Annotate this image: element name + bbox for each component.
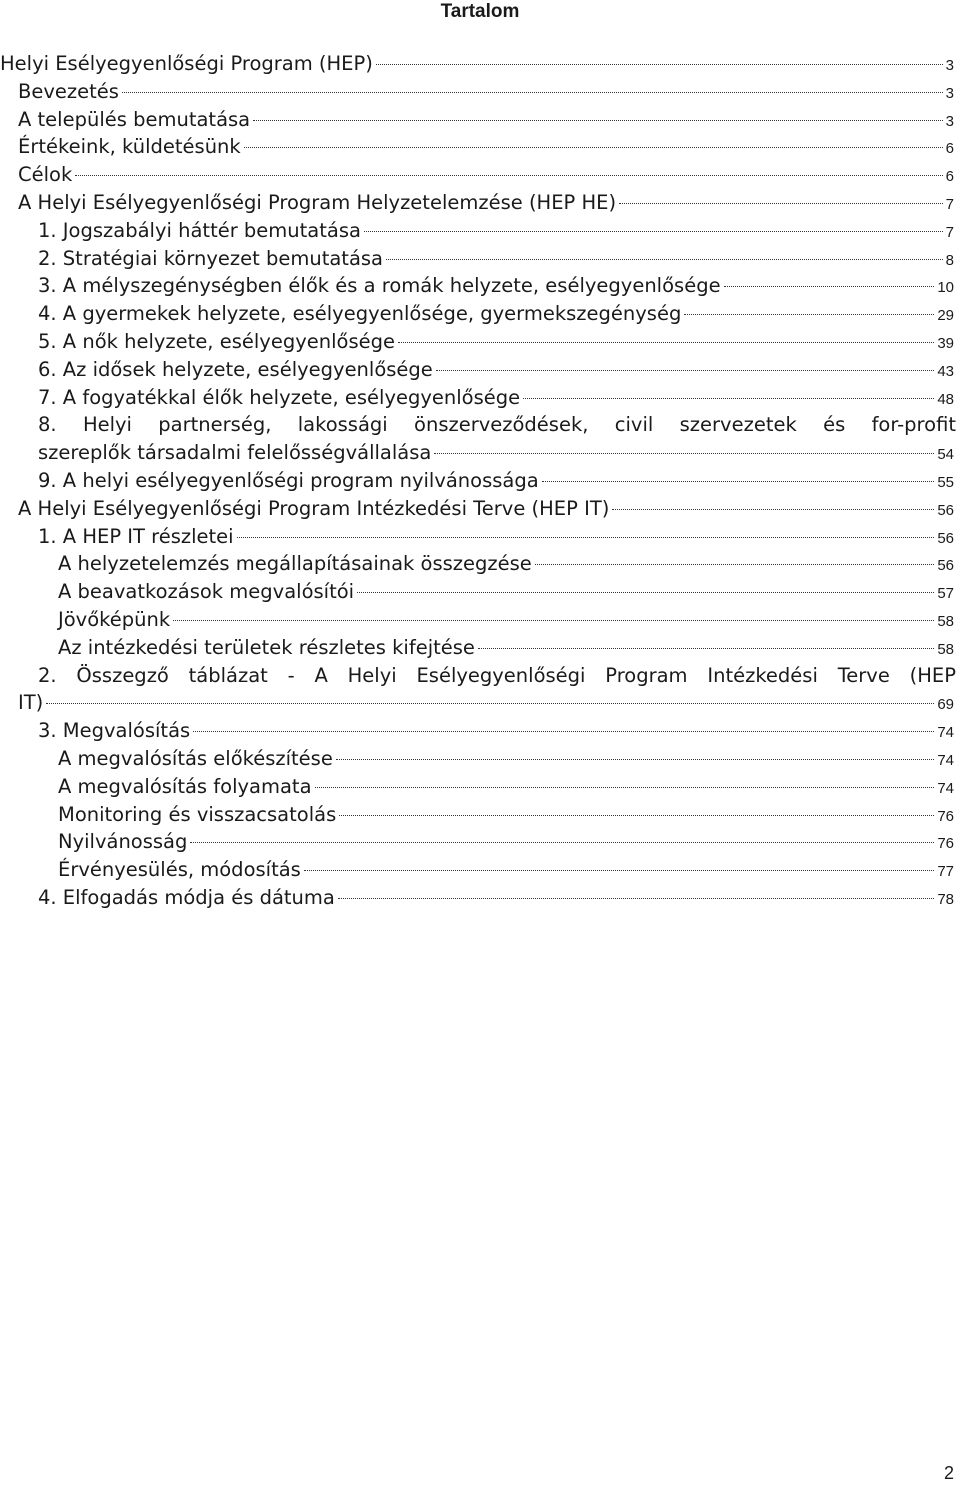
- toc-entry-page: 10: [937, 279, 954, 297]
- toc-entry-label: 8. Helyi partnerség, lakossági önszerveződések, civil szervezetek és for-profit: [38, 413, 956, 437]
- dot-leader: [237, 537, 935, 538]
- dot-leader: [436, 370, 935, 371]
- toc-entry[interactable]: [0, 106, 960, 134]
- toc-entry[interactable]: [0, 78, 960, 106]
- dot-leader: [338, 898, 934, 899]
- toc-entry[interactable]: [0, 245, 960, 273]
- toc-entry-label: A megvalósítás előkészítése: [58, 746, 333, 770]
- dot-leader: [122, 92, 943, 93]
- toc-entry-label: A megvalósítás folyamata: [58, 774, 312, 798]
- toc-entry-label: 1. Jogszabályi háttér bemutatása: [38, 218, 361, 242]
- dot-leader: [364, 231, 943, 232]
- toc-entry-label: Az intézkedési területek részletes kifejtése: [58, 635, 475, 659]
- toc-entry[interactable]: [0, 133, 960, 161]
- dot-leader: [523, 398, 934, 399]
- toc-entry-label: Bevezetés: [18, 79, 119, 103]
- toc-entry[interactable]: [0, 495, 960, 523]
- toc-entry[interactable]: [0, 189, 960, 217]
- toc-entry-page: 54: [937, 446, 954, 464]
- toc-entry[interactable]: [0, 161, 960, 189]
- toc-entry-page: 55: [937, 473, 954, 491]
- toc-entry-page: 7: [945, 223, 954, 241]
- dot-leader: [434, 453, 934, 454]
- toc-entry-page: 56: [937, 529, 954, 547]
- toc-entry-label: Nyilvánosság: [58, 830, 188, 854]
- toc-entry-page: 56: [937, 501, 954, 519]
- dot-leader: [684, 314, 934, 315]
- toc-entry-label: 4. A gyermekek helyzete, esélyegyenlősége, gyermekszegénység: [38, 302, 682, 326]
- toc-entry-label: 2. Összegző táblázat - A Helyi Esélyegyenlőségi Program Intézkedési Terve (HEP: [38, 663, 956, 687]
- toc-entry-page: 76: [937, 807, 954, 825]
- toc-entry-wrapped-line[interactable]: [0, 411, 960, 439]
- toc-entry-label: Monitoring és visszacsatolás: [58, 802, 337, 826]
- table-of-contents: [0, 50, 960, 912]
- dot-leader: [357, 592, 934, 593]
- toc-entry[interactable]: [0, 578, 960, 606]
- toc-entry-label: A település bemutatása: [18, 107, 251, 131]
- toc-entry-page: 69: [937, 696, 954, 714]
- dot-leader: [478, 648, 934, 649]
- toc-entry-wrapped-line[interactable]: [0, 662, 960, 690]
- toc-entry-label: 9. A helyi esélyegyenlőségi program nyilvánossága: [38, 468, 539, 492]
- toc-entry-label: A Helyi Esélyegyenlőségi Program Intézkedési Terve (HEP IT): [18, 496, 610, 520]
- toc-entry-label: 2. Stratégiai környezet bemutatása: [38, 246, 384, 270]
- toc-entry[interactable]: [0, 272, 960, 300]
- toc-entry-page: 74: [937, 779, 954, 797]
- toc-entry-page: 43: [937, 362, 954, 380]
- toc-entry[interactable]: [0, 828, 960, 856]
- toc-entry-page: 7: [945, 195, 954, 213]
- dot-leader: [315, 787, 935, 788]
- toc-entry-page: 78: [937, 890, 954, 908]
- toc-entry-page: 8: [945, 251, 954, 269]
- dot-leader: [619, 203, 943, 204]
- toc-entry[interactable]: [0, 523, 960, 551]
- toc-entry-page: 58: [937, 640, 954, 658]
- toc-entry[interactable]: [0, 384, 960, 412]
- toc-entry[interactable]: [0, 884, 960, 912]
- toc-entry-page: 3: [945, 57, 954, 74]
- toc-entry-page: 77: [937, 863, 954, 881]
- toc-entry[interactable]: [0, 773, 960, 801]
- toc-entry-label: szereplők társadalmi felelősségvállalása: [38, 441, 432, 465]
- toc-entry-label: 7. A fogyatékkal élők helyzete, esélyegyenlősége: [38, 385, 521, 409]
- page-title: Tartalom: [440, 1, 520, 22]
- toc-entry-page: 29: [937, 307, 954, 325]
- toc-entry-label: Jövőképünk: [58, 607, 171, 631]
- toc-entry-page: 58: [937, 612, 954, 630]
- toc-entry-label: 1. A HEP IT részletei: [38, 524, 234, 548]
- toc-entry-page: 39: [937, 334, 954, 352]
- toc-entry-page: 48: [937, 390, 954, 408]
- toc-entry-label: 3. A mélyszegénységben élők és a romák helyzete, esélyegyenlősége: [38, 274, 721, 298]
- toc-entry[interactable]: [0, 356, 960, 384]
- dot-leader: [542, 481, 935, 482]
- toc-entry-label: IT): [18, 691, 44, 715]
- toc-entry[interactable]: [0, 217, 960, 245]
- toc-entry[interactable]: [0, 745, 960, 773]
- dot-leader: [244, 147, 943, 148]
- toc-entry[interactable]: [0, 689, 960, 717]
- toc-entry-label: 4. Elfogadás módja és dátuma: [38, 885, 335, 909]
- toc-entry-page: 74: [937, 751, 954, 769]
- toc-entry-label: 3. Megvalósítás: [38, 719, 191, 743]
- dot-leader: [46, 703, 934, 704]
- toc-entry[interactable]: [0, 328, 960, 356]
- toc-entry-label: A Helyi Esélyegyenlőségi Program Helyzetelemzése (HEP HE): [18, 190, 617, 214]
- toc-entry[interactable]: [0, 856, 960, 884]
- toc-entry-label: 5. A nők helyzete, esélyegyenlősége: [38, 329, 395, 353]
- dot-leader: [75, 175, 942, 176]
- toc-entry[interactable]: [0, 300, 960, 328]
- toc-entry-label: Érvényesülés, módosítás: [58, 858, 301, 882]
- toc-entry-page: 76: [937, 835, 954, 853]
- toc-entry[interactable]: [0, 467, 960, 495]
- dot-leader: [304, 870, 934, 871]
- toc-entry[interactable]: [0, 50, 960, 78]
- toc-entry[interactable]: [0, 439, 960, 467]
- toc-entry-label: Célok: [18, 163, 73, 187]
- toc-entry[interactable]: [0, 717, 960, 745]
- dot-leader: [339, 815, 934, 816]
- dot-leader: [376, 64, 943, 65]
- toc-entry[interactable]: [0, 550, 960, 578]
- dot-leader: [612, 509, 934, 510]
- toc-entry-page: 3: [945, 112, 954, 130]
- toc-entry-label: Helyi Esélyegyenlőségi Program (HEP): [0, 52, 373, 75]
- toc-entry[interactable]: [0, 606, 960, 634]
- dot-leader: [398, 342, 934, 343]
- toc-entry-page: 74: [937, 724, 954, 742]
- dot-leader: [724, 286, 935, 287]
- page-number: 2: [943, 1463, 954, 1483]
- toc-entry-label: A helyzetelemzés megállapításainak összegzése: [58, 552, 532, 576]
- dot-leader: [386, 259, 943, 260]
- dot-leader: [173, 620, 934, 621]
- dot-leader: [336, 759, 934, 760]
- dot-leader: [535, 564, 935, 565]
- toc-entry-page: 6: [945, 140, 954, 158]
- dot-leader: [193, 731, 934, 732]
- toc-entry-page: 3: [945, 84, 954, 102]
- toc-entry-page: 57: [937, 585, 954, 603]
- dot-leader: [190, 842, 934, 843]
- toc-entry-label: Értékeink, küldetésünk: [18, 135, 241, 159]
- toc-entry[interactable]: [0, 801, 960, 829]
- toc-entry-page: 56: [937, 557, 954, 575]
- dot-leader: [253, 120, 943, 121]
- toc-entry-label: 6. Az idősek helyzete, esélyegyenlősége: [38, 357, 433, 381]
- toc-entry[interactable]: [0, 634, 960, 662]
- toc-entry-page: 6: [945, 168, 954, 186]
- toc-entry-label: A beavatkozások megvalósítói: [58, 580, 355, 604]
